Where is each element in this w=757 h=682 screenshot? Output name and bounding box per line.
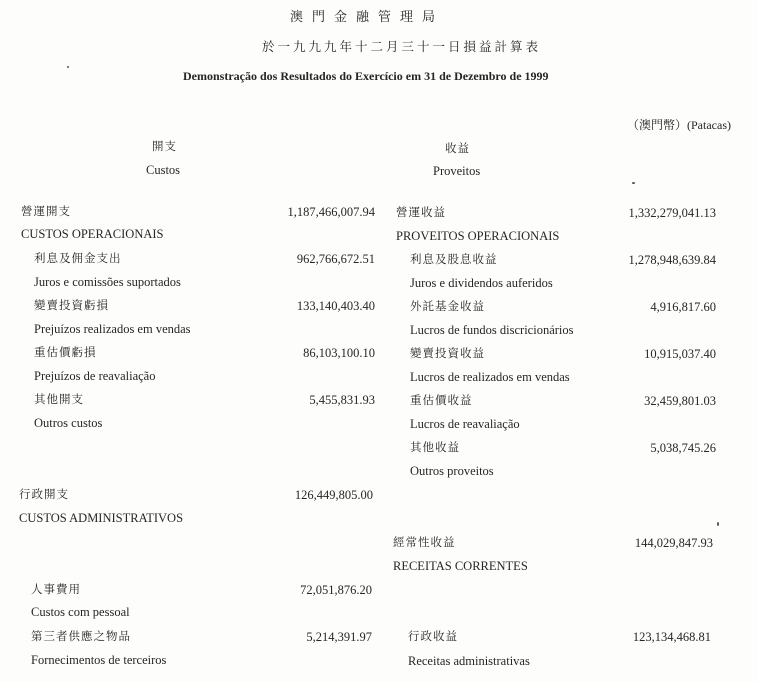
income-item-pt: Outros proveitos <box>410 464 494 478</box>
cost-item-value: 5,455,831.93 <box>309 393 375 407</box>
operating-income-pt: PROVEITOS OPERACIONAIS <box>396 229 560 243</box>
admin-cost-item-value: 5,214,391.97 <box>306 630 372 644</box>
income-item-pt: Juros e dividendos auferidos <box>410 276 553 290</box>
admin-income-value: 123,134,468.81 <box>632 630 711 644</box>
cost-item-pt: Juros e comissões suportados <box>34 275 181 289</box>
cost-item-cn: 其他開支 <box>34 392 84 406</box>
cost-item-value: 133,140,403.40 <box>296 299 375 313</box>
statement-title-cn: 於一九九九年十二月三十一日損益計算表 <box>262 39 542 54</box>
income-item-value: 4,916,817.60 <box>650 300 716 314</box>
current-receipts-cn: 經常性收益 <box>393 535 456 549</box>
scan-speck <box>717 522 719 526</box>
institution-name: 澳門金融管理局 <box>290 10 445 25</box>
income-item-pt: Lucros de realizados em vendas <box>410 370 570 384</box>
income-item-pt: Lucros de reavaliação <box>410 417 520 431</box>
admin-costs-pt: CUSTOS ADMINISTRATIVOS <box>19 511 184 525</box>
income-heading-pt: Proveitos <box>433 164 481 178</box>
operating-income-cn: 營運收益 <box>396 205 446 219</box>
cost-item-value: 86,103,100.10 <box>303 346 375 360</box>
cost-item-pt: Outros custos <box>34 416 103 430</box>
admin-income-cn: 行政收益 <box>408 629 458 643</box>
current-receipts-pt: RECEITAS CORRENTES <box>393 559 528 573</box>
admin-cost-item-value: 72,051,876.20 <box>300 583 372 597</box>
admin-costs-cn: 行政開支 <box>19 487 69 501</box>
cost-item-cn: 利息及佣金支出 <box>34 251 122 265</box>
cost-item-pt: Prejuízos de reavaliação <box>34 369 156 383</box>
operating-costs-pt: CUSTOS OPERACIONAIS <box>21 227 164 241</box>
income-item-value: 1,278,948,639.84 <box>628 253 716 267</box>
scan-speck <box>67 66 69 68</box>
income-item-cn: 其他收益 <box>410 440 460 454</box>
currency-label: （澳門幣）(Patacas) <box>627 118 731 132</box>
cost-item-value: 962,766,672.51 <box>296 252 375 266</box>
income-item-cn: 重估價收益 <box>410 393 473 407</box>
income-item-value: 5,038,745.26 <box>650 441 716 455</box>
admin-cost-item-pt: Custos com pessoal <box>31 605 130 619</box>
income-item-cn: 外託基金收益 <box>410 299 485 313</box>
income-item-value: 32,459,801.03 <box>644 394 716 408</box>
admin-cost-item-pt: Fornecimentos de terceiros <box>31 653 167 667</box>
scan-speck <box>632 182 635 184</box>
current-receipts-total: 144,029,847.93 <box>634 536 713 550</box>
costs-heading-cn: 開支 <box>152 139 177 153</box>
statement-title-pt: Demonstração dos Resultados do Exercício em 31 de Dezembro de 1999 <box>183 69 549 83</box>
operating-costs-total: 1,187,466,007.94 <box>287 205 375 219</box>
operating-costs-cn: 營運開支 <box>21 204 71 218</box>
cost-item-pt: Prejuízos realizados em vendas <box>34 322 191 336</box>
operating-income-total: 1,332,279,041.13 <box>628 206 716 220</box>
admin-cost-item-cn: 人事費用 <box>31 582 81 596</box>
admin-income-pt: Receitas administrativas <box>408 654 530 668</box>
income-item-pt: Lucros de fundos discricionários <box>410 323 574 337</box>
costs-heading-pt: Custos <box>146 163 181 177</box>
cost-item-cn: 變賣投資虧損 <box>34 298 109 312</box>
income-item-value: 10,915,037.40 <box>644 347 716 361</box>
income-item-cn: 變賣投資收益 <box>410 346 485 360</box>
income-item-cn: 利息及股息收益 <box>410 252 498 266</box>
admin-cost-item-cn: 第三者供應之物品 <box>31 629 131 643</box>
cost-item-cn: 重估價虧損 <box>34 345 97 359</box>
income-heading-cn: 收益 <box>445 141 470 155</box>
admin-costs-total: 126,449,805.00 <box>294 488 373 502</box>
